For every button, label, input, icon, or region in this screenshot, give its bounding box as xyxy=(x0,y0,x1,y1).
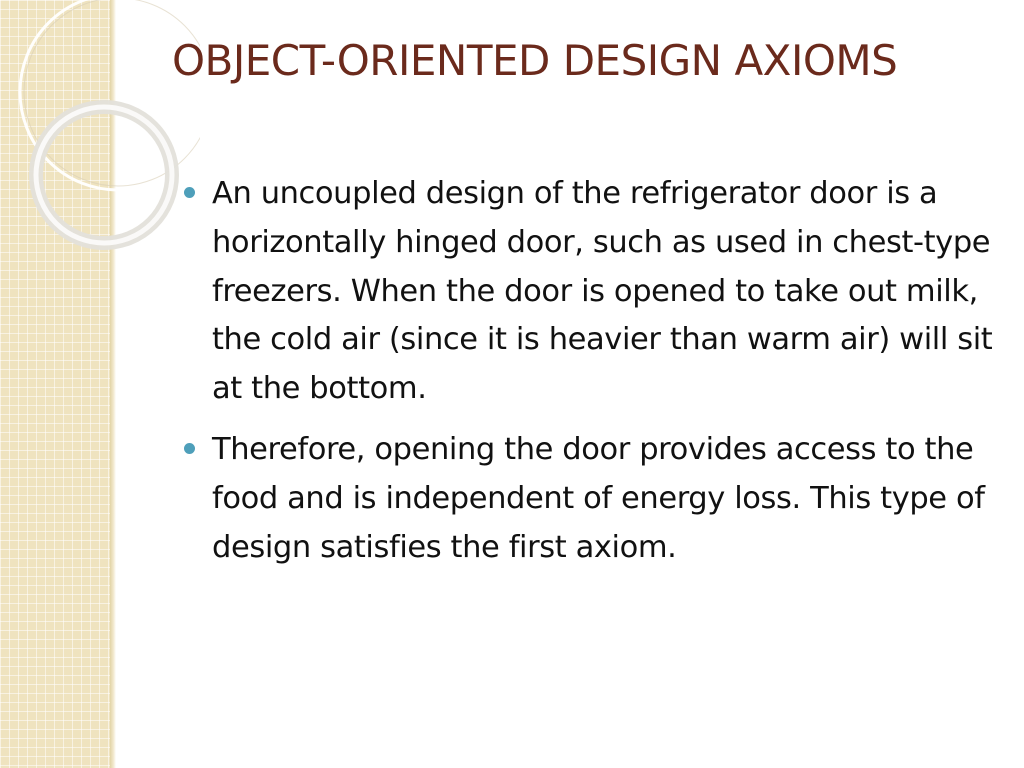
bullet-item xyxy=(184,426,999,572)
bullet-text: Therefore, opening the door provides access to the food and is independent of energy loss. This type of design satisfies the first axiom. xyxy=(212,431,985,565)
bullet-dot-icon xyxy=(184,443,195,454)
side-panel-edge xyxy=(110,0,116,768)
decorative-side-panel xyxy=(0,0,110,768)
bullet-dot-icon xyxy=(184,187,195,198)
bullet-text: An uncoupled design of the refrigerator door is a horizontally hinged door, such as used in chest-type freezers. When the door is opened to take out milk, the cold air (since it is heavier than warm air) will sit at the bottom. xyxy=(212,176,993,407)
slide-title: OBJECT-ORIENTED DESIGN AXIOMS xyxy=(172,36,898,85)
bullet-list xyxy=(184,170,999,584)
bullet-item xyxy=(184,170,999,414)
